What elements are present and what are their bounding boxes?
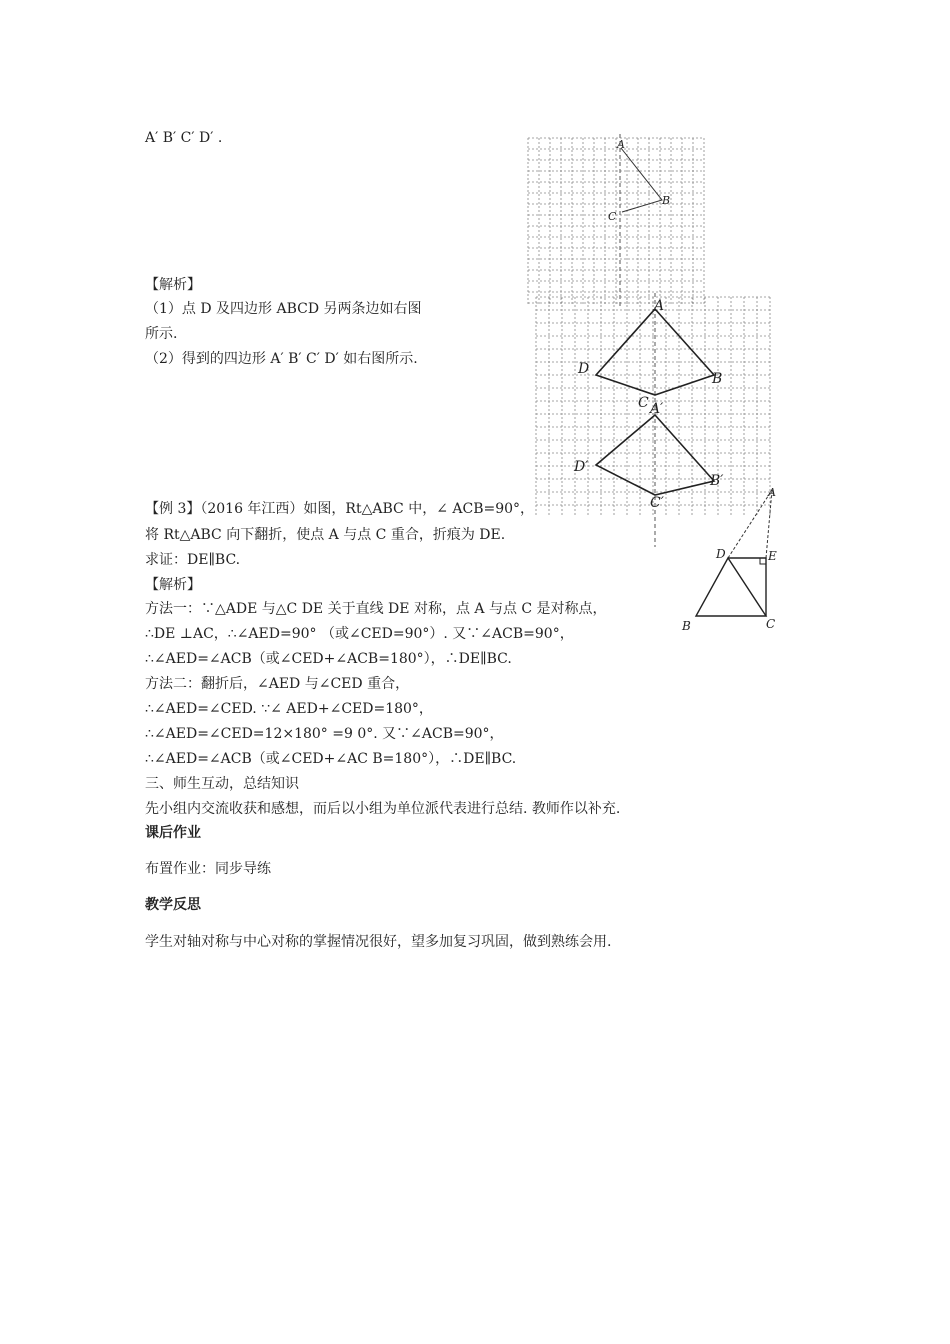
text-line: ∴∠AED=∠ACB（或∠CED+∠ACB=180°），∴DE∥BC. [145,651,512,667]
homework-heading: 课后作业 [145,825,201,841]
text-line: ∴∠AED=∠CED=12×180° =9 0°. 又∵∠ACB=90°， [145,726,504,742]
label-A: A [768,486,776,499]
text-line: （1）点 D 及四边形 ABCD 另两条边如右图 [145,301,422,317]
label-C: C [608,210,617,223]
section-heading: 【解析】 [145,577,201,593]
text-line: ∴DE ⊥AC，∴∠AED=90° （或∠CED=90°）. 又∵∠ACB=90°， [145,626,574,642]
text-line: 方法一：∵△ADE 与△C DE 关于直线 DE 对称，点 A 与点 C 是对称点， [145,601,607,617]
text-line: （2）得到的四边形 A′ B′ C′ D′ 如右图所示. [145,351,418,367]
text-line: 将 Rt△ABC 向下翻折，使点 A 与点 C 重合，折痕为 DE. [145,527,506,543]
label-B: B [662,194,671,207]
label-D: D [578,361,590,377]
label-D: D [716,547,726,561]
reflection-heading: 教学反思 [145,897,201,913]
label-C: C [766,617,776,631]
text-line: 先小组内交流收获和感想，而后以小组为单位派代表进行总结. 教师作以补充. [145,801,621,817]
label-A: A [617,138,625,151]
text-line: ∴∠AED=∠CED. ∵∠ AED+∠CED=180°， [145,701,433,717]
label-E: E [768,549,777,563]
text-line: 学生对轴对称与中心对称的掌握情况很好，望多加复习巩固，做到熟练会用. [145,934,612,950]
text-line: 三、师生互动，总结知识 [145,776,299,792]
text-line: 所示. [145,326,178,342]
text-line: A′ B′ C′ D′ . [145,130,223,146]
label-A-prime: A′ [650,401,664,417]
label-C-prime: C′ [650,495,664,511]
triangle-figure [680,484,780,634]
label-B: B [682,619,691,633]
label-A: A [654,298,665,314]
label-D-prime: D′ [574,459,589,475]
text-line: 方法二：翻折后，∠AED 与∠CED 重合， [145,676,410,692]
grid-figure-top [528,138,708,310]
text-line: 求证：DE∥BC. [145,552,241,568]
label-B-prime: B′ [710,473,724,489]
example-heading: 【例 3】（2016 年江西）如图，Rt△ABC 中，∠ ACB=90°， [145,501,535,517]
text-line: 布置作业：同步导练 [145,861,271,877]
text-line: ∴∠AED=∠ACB（或∠CED+∠AC B=180°），∴DE∥BC. [145,751,517,767]
label-C: C [638,395,649,411]
section-heading: 【解析】 [145,277,201,293]
label-B: B [712,371,723,387]
